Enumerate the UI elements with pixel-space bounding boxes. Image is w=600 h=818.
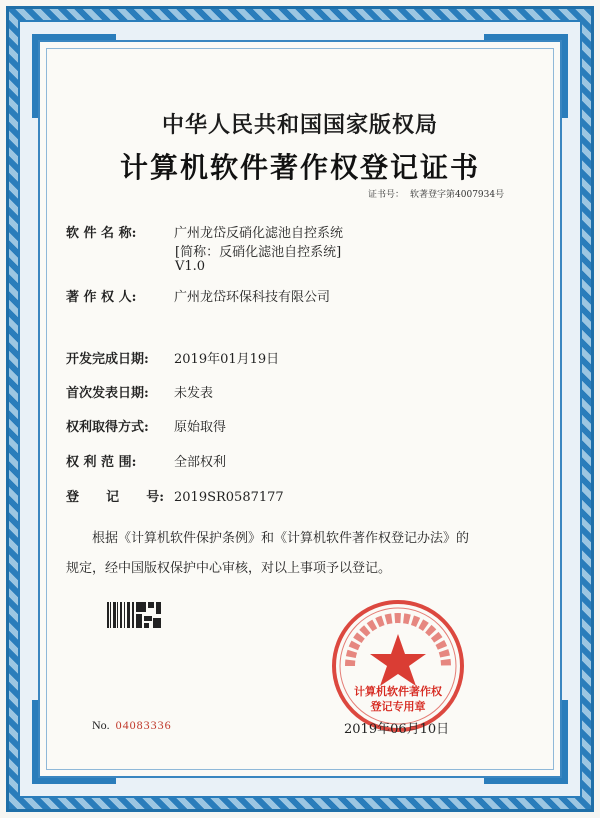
copyright-owner-value: 广州龙岱环保科技有限公司 [174,290,331,305]
barcode-icon [106,600,162,630]
software-name-row [66,222,343,241]
registration-number-value: 2019SR0587177 [174,490,284,505]
registration-number-row [66,486,284,505]
registration-statement [66,524,536,584]
software-version: V1.0 [175,259,206,274]
completion-date-value: 2019年01月19日 [174,352,280,367]
certificate-title: 计算机软件著作权登记证书 [119,151,480,184]
issuing-authority: 中华人民共和国国家版权局 [161,112,438,138]
copyright-owner-label: 著 作 权 人: [66,290,137,305]
acquisition-method-row [66,416,226,435]
seal-line-1: 计算机软件著作权 [354,685,442,698]
first-publication-row [66,382,213,401]
copyright-owner-row [66,286,330,305]
registration-number-label: 登 记 号: [66,490,165,505]
first-publication-label: 首次发表日期: [66,386,149,401]
completion-date-label: 开发完成日期: [66,352,149,367]
acquisition-method-value: 原始取得 [174,420,227,435]
rights-scope-row [66,451,226,470]
certificate-number-value: 软著登字第4007934号 [410,190,505,200]
statement-line-1: 根据《计算机软件保护条例》和《计算机软件著作权登记办法》的 [92,531,470,546]
rights-scope-value: 全部权利 [174,455,227,470]
acquisition-method-label: 权利取得方式: [66,420,149,435]
certificate-number [368,187,504,200]
software-name-label: 软 件 名 称: [66,226,137,241]
certificate-number-label: 证书号： [368,190,405,200]
software-short-name: [简称：反硝化滤池自控系统] [175,245,342,260]
rights-scope-label: 权 利 范 围: [66,455,137,470]
issue-date: 2019年06月10日 [344,722,450,737]
official-seal-icon [328,596,468,736]
serial-number: 04083336 [115,718,172,732]
seal-line-2: 登记专用章 [370,700,426,713]
serial-prefix: No. [92,718,110,732]
certificate-serial [92,718,172,733]
statement-line-2: 规定，经中国版权保护中心审核，对以上事项予以登记。 [66,561,392,576]
software-name-value: 广州龙岱反硝化滤池自控系统 [174,226,344,241]
completion-date-row [66,348,279,367]
first-publication-value: 未发表 [174,386,214,401]
